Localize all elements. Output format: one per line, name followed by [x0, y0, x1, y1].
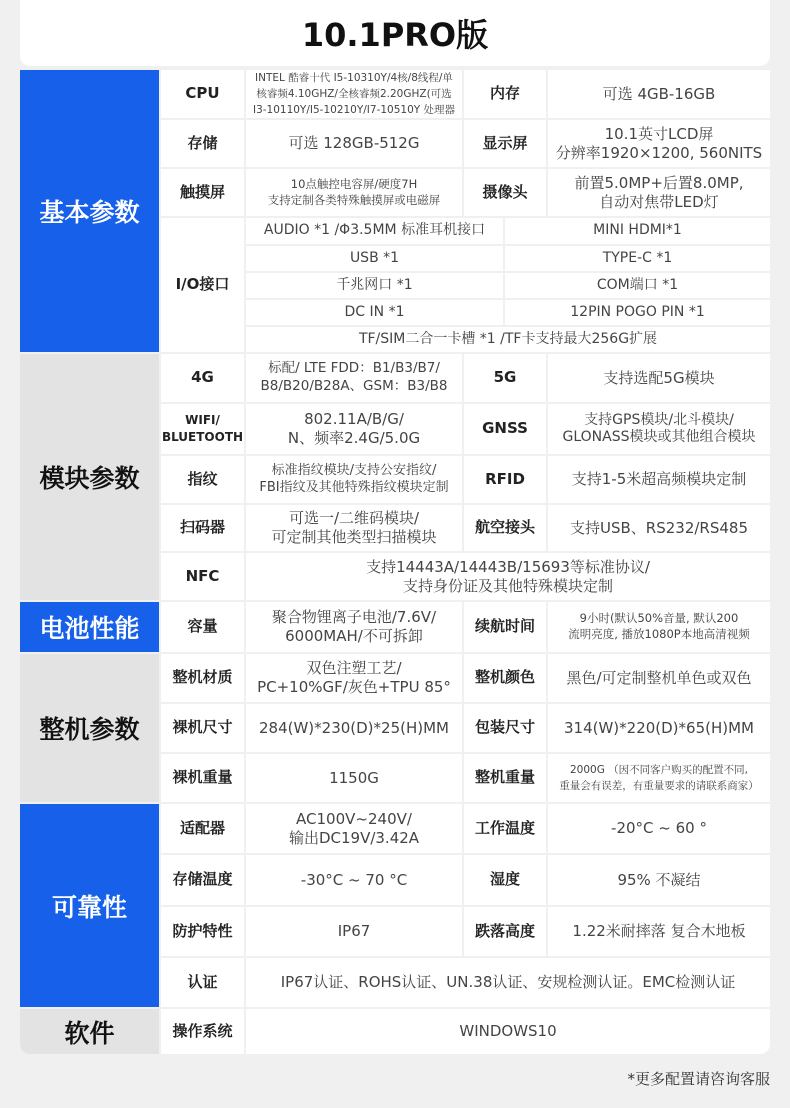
scanner-value: 可选一/二维码模块/ 可定制其他类型扫描模块	[246, 505, 462, 551]
display-label: 显示屏	[464, 120, 546, 167]
operating-temp-label: 工作温度	[464, 804, 546, 853]
io-usb: USB *1	[246, 246, 503, 271]
battery-life-value: 9小时(默认50%音量, 默认200 流明亮度, 播放1080P本地高清视频	[548, 602, 770, 652]
display-value: 10.1英寸LCD屏 分辨率1920×1200, 560NITS	[548, 120, 770, 167]
gross-weight-label: 整机重量	[464, 754, 546, 802]
drop-height-label: 跌落高度	[464, 907, 546, 956]
material-label: 整机材质	[161, 654, 244, 702]
4g-value: 标配/ LTE FDD：B1/B3/B7/ B8/B20/B28A、GSM：B3/B8	[246, 354, 462, 402]
os-label: 操作系统	[161, 1009, 244, 1054]
capacity-label: 容量	[161, 602, 244, 652]
cpu-value: INTEL 酷睿十代 I5-10310Y/4核/8线程/单 核睿频4.10GHZ/全核睿频2.20GHZ(可选 I3-10110Y/I5-10210Y/I7-10510Y 处理器	[246, 70, 462, 118]
color-value: 黑色/可定制整机单色或双色	[548, 654, 770, 702]
category-basic: 基本参数	[20, 70, 159, 352]
rfid-label: RFID	[464, 456, 546, 503]
capacity-value: 聚合物锂离子电池/7.6V/ 6000MAH/不可拆卸	[246, 602, 462, 652]
rfid-value: 支持1-5米超高频模块定制	[548, 456, 770, 503]
io-label: I/O接口	[161, 218, 244, 352]
io-hdmi: MINI HDMI*1	[505, 218, 770, 244]
package-value: 314(W)*220(D)*65(H)MM	[548, 704, 770, 752]
package-label: 包装尺寸	[464, 704, 546, 752]
4g-label: 4G	[161, 354, 244, 402]
adapter-value: AC100V~240V/ 输出DC19V/3.42A	[246, 804, 462, 853]
ram-value: 可选 4GB-16GB	[548, 70, 770, 118]
aviation-value: 支持USB、RS232/RS485	[548, 505, 770, 551]
protection-value: IP67	[246, 907, 462, 956]
io-lan: 千兆网口 *1	[246, 273, 503, 298]
operating-temp-value: -20°C ~ 60 °	[548, 804, 770, 853]
fingerprint-value: 标准指纹模块/支持公安指纹/ FBI指纹及其他特殊指纹模块定制	[246, 456, 462, 503]
certification-label: 认证	[161, 958, 244, 1007]
os-value: WINDOWS10	[246, 1009, 770, 1054]
io-audio: AUDIO *1 /Φ3.5MM 标准耳机接口	[246, 218, 503, 244]
drop-height-value: 1.22米耐摔落 复合木地板	[548, 907, 770, 956]
gross-weight-value: 2000G （因不同客户购买的配置不同, 重量会有误差，有重量要求的请联系商家）	[548, 754, 770, 802]
net-weight-value: 1150G	[246, 754, 462, 802]
io-dcin: DC IN *1	[246, 300, 503, 325]
camera-label: 摄像头	[464, 169, 546, 216]
ram-label: 内存	[464, 70, 546, 118]
category-battery: 电池性能	[20, 602, 159, 652]
io-typec: TYPE-C *1	[505, 246, 770, 271]
color-label: 整机颜色	[464, 654, 546, 702]
fingerprint-label: 指纹	[161, 456, 244, 503]
material-value: 双色注塑工艺/ PC+10%GF/灰色+TPU 85°	[246, 654, 462, 702]
adapter-label: 适配器	[161, 804, 244, 853]
5g-label: 5G	[464, 354, 546, 402]
protection-label: 防护特性	[161, 907, 244, 956]
gnss-value: 支持GPS模块/北斗模块/ GLONASS模块或其他组合模块	[548, 404, 770, 454]
category-reliability: 可靠性	[20, 804, 159, 1007]
storage-temp-label: 存储温度	[161, 855, 244, 905]
footnote: *更多配置请咨询客服	[627, 1070, 770, 1088]
scanner-label: 扫码器	[161, 505, 244, 551]
category-module: 模块参数	[20, 354, 159, 600]
aviation-label: 航空接头	[464, 505, 546, 551]
page-title: 10.1PRO版	[20, 0, 770, 66]
size-label: 裸机尺寸	[161, 704, 244, 752]
storage-label: 存储	[161, 120, 244, 167]
certification-value: IP67认证、ROHS认证、UN.38认证、安规检测认证。EMC检测认证	[246, 958, 770, 1007]
humidity-label: 湿度	[464, 855, 546, 905]
battery-life-label: 续航时间	[464, 602, 546, 652]
humidity-value: 95% 不凝结	[548, 855, 770, 905]
storage-value: 可选 128GB-512G	[246, 120, 462, 167]
io-com: COM端口 *1	[505, 273, 770, 298]
touch-value: 10点触控电容屏/硬度7H 支持定制各类特殊触摸屏或电磁屏	[246, 169, 462, 216]
io-pogo: 12PIN POGO PIN *1	[505, 300, 770, 325]
nfc-label: NFC	[161, 553, 244, 600]
cpu-label: CPU	[161, 70, 244, 118]
wifi-value: 802.11A/B/G/ N、频率2.4G/5.0G	[246, 404, 462, 454]
camera-value: 前置5.0MP+后置8.0MP, 自动对焦带LED灯	[548, 169, 770, 216]
io-tf: TF/SIM二合一卡槽 *1 /TF卡支持最大256G扩展	[246, 327, 770, 352]
wifi-label: WIFI/ BLUETOOTH	[161, 404, 244, 454]
nfc-value: 支持14443A/14443B/15693等标准协议/ 支持身份证及其他特殊模块定制	[246, 553, 770, 600]
category-software: 软件	[20, 1009, 159, 1054]
size-value: 284(W)*230(D)*25(H)MM	[246, 704, 462, 752]
gnss-label: GNSS	[464, 404, 546, 454]
net-weight-label: 裸机重量	[161, 754, 244, 802]
category-machine: 整机参数	[20, 654, 159, 802]
storage-temp-value: -30°C ~ 70 °C	[246, 855, 462, 905]
touch-label: 触摸屏	[161, 169, 244, 216]
5g-value: 支持选配5G模块	[548, 354, 770, 402]
